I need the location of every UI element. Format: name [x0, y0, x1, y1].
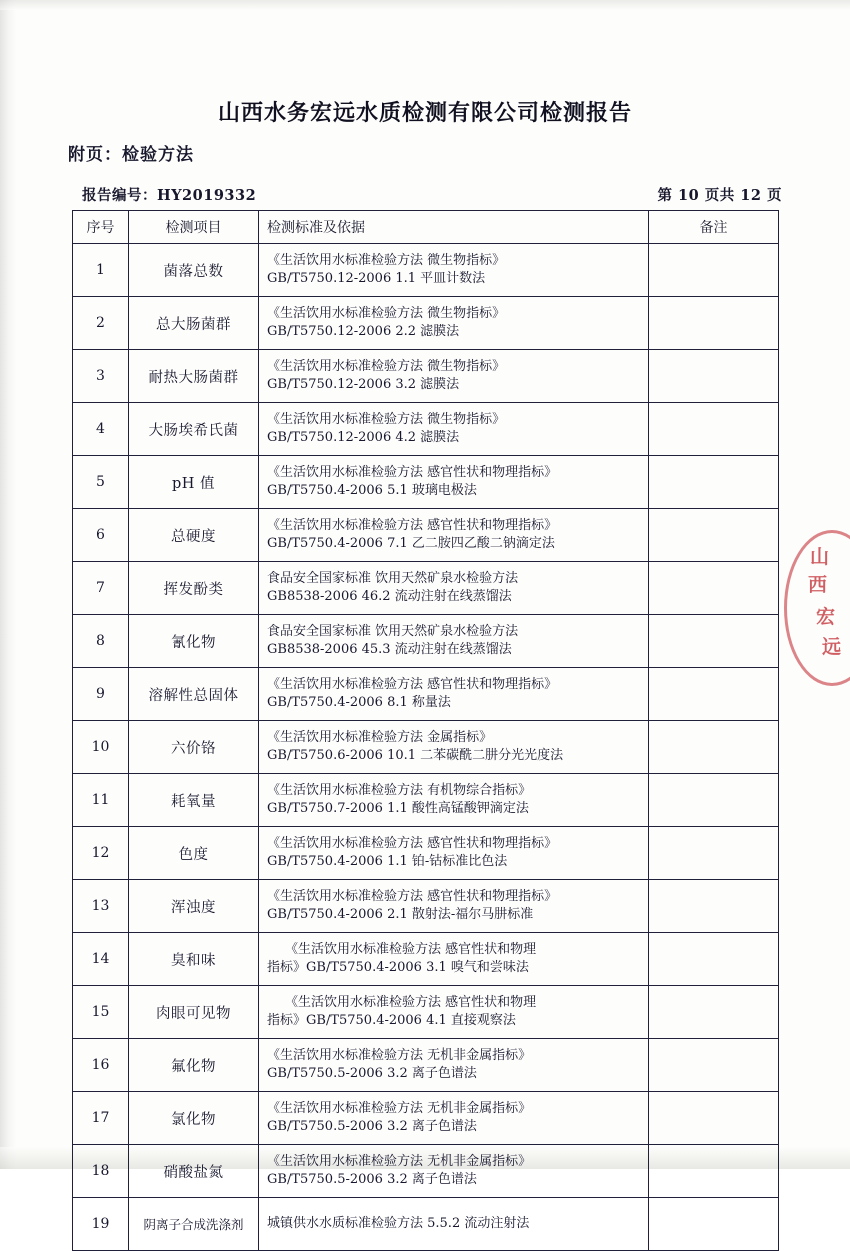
- standard-line-1: 《生活饮用水标准检验方法 感官性状和物理指标》: [267, 676, 558, 692]
- table-row: [73, 562, 779, 615]
- standard-line-1: 《生活饮用水标准检验方法 微生物指标》: [267, 411, 506, 427]
- cell-item: 氟化物: [129, 1039, 259, 1092]
- cell-item: 氯化物: [129, 1092, 259, 1145]
- standard-line-1: 《生活饮用水标准检验方法 微生物指标》: [267, 252, 506, 268]
- cell-standard: [259, 350, 649, 403]
- standard-line-2: GB/T5750.7-2006 1.1 酸性高锰酸钾滴定法: [267, 801, 529, 816]
- standard-line-1: 《生活饮用水标准检验方法 感官性状和物理指标》: [267, 835, 558, 851]
- table-row: [73, 244, 779, 297]
- standard-line-2: GB/T5750.4-2006 8.1 称量法: [267, 695, 451, 710]
- cell-standard: [259, 827, 649, 880]
- standard-line-2: GB/T5750.12-2006 1.1 平皿计数法: [267, 271, 486, 286]
- cell-remark: [649, 297, 779, 350]
- cell-standard: [259, 403, 649, 456]
- standard-line-1: 《生活饮用水标准检验方法 无机非金属指标》: [267, 1100, 532, 1116]
- standard-line-1: 《生活饮用水标准检验方法 微生物指标》: [267, 358, 506, 374]
- cell-item: 总大肠菌群: [129, 297, 259, 350]
- standard-line-2: GB/T5750.4-2006 1.1 铂-钴标准比色法: [267, 854, 508, 869]
- cell-no: 14: [73, 933, 129, 986]
- cell-item: 肉眼可见物: [129, 986, 259, 1039]
- cell-remark: [649, 403, 779, 456]
- cell-standard: [259, 986, 649, 1039]
- cell-standard: [259, 244, 649, 297]
- standard-line-2: GB/T5750.12-2006 4.2 滤膜法: [267, 430, 460, 445]
- standard-line-1: 食品安全国家标准 饮用天然矿泉水检验方法: [267, 570, 519, 586]
- standard-line-1: 《生活饮用水标准检验方法 有机物综合指标》: [267, 782, 532, 798]
- table-row: [73, 350, 779, 403]
- cell-remark: [649, 774, 779, 827]
- cell-item: 浑浊度: [129, 880, 259, 933]
- header-remark: 备注: [649, 211, 779, 244]
- table-row: [73, 403, 779, 456]
- cell-no: 19: [73, 1198, 129, 1251]
- standard-line-2: GB/T5750.4-2006 7.1 乙二胺四乙酸二钠滴定法: [267, 536, 555, 551]
- table-row: [73, 1145, 779, 1198]
- header-standard: 检测标准及依据: [259, 211, 649, 244]
- cell-item: 菌落总数: [129, 244, 259, 297]
- cell-remark: [649, 827, 779, 880]
- cell-remark: [649, 880, 779, 933]
- standard-line-1: 《生活饮用水标准检验方法 微生物指标》: [267, 305, 506, 321]
- cell-standard: [259, 509, 649, 562]
- standard-line-2: GB/T5750.12-2006 2.2 滤膜法: [267, 324, 460, 339]
- cell-item: 色度: [129, 827, 259, 880]
- cell-no: 9: [73, 668, 129, 721]
- table-row: [73, 297, 779, 350]
- standard-line-2: GB/T5750.12-2006 3.2 滤膜法: [267, 377, 460, 392]
- seal-char-1: 山: [810, 546, 830, 568]
- inspection-methods-table: [72, 210, 779, 1251]
- page-subtitle: 附页：检验方法: [68, 145, 194, 165]
- table-row: [73, 1039, 779, 1092]
- cell-remark: [649, 1092, 779, 1145]
- table-row: [73, 1092, 779, 1145]
- cell-item: 挥发酚类: [129, 562, 259, 615]
- seal-arc: [784, 530, 850, 686]
- cell-no: 4: [73, 403, 129, 456]
- standard-line-1: 《生活饮用水标准检验方法 感官性状和物理: [285, 941, 537, 957]
- table-row: [73, 933, 779, 986]
- cell-item: pH 值: [129, 456, 259, 509]
- cell-no: 6: [73, 509, 129, 562]
- standard-line-2: 指标》GB/T5750.4-2006 4.1 直接观察法: [267, 1013, 516, 1028]
- table-row: [73, 986, 779, 1039]
- cell-remark: [649, 350, 779, 403]
- cell-item: 溶解性总固体: [129, 668, 259, 721]
- cell-no: 2: [73, 297, 129, 350]
- cell-remark: [649, 1039, 779, 1092]
- standard-line-2: GB/T5750.4-2006 5.1 玻璃电极法: [267, 483, 477, 498]
- cell-remark: [649, 244, 779, 297]
- cell-standard: [259, 933, 649, 986]
- header-no: 序号: [73, 211, 129, 244]
- standard-line-1: 《生活饮用水标准检验方法 感官性状和物理指标》: [267, 517, 558, 533]
- cell-standard: [259, 880, 649, 933]
- cell-remark: [649, 933, 779, 986]
- cell-item: 耗氧量: [129, 774, 259, 827]
- page-number: 第 10 页共 12 页: [657, 187, 782, 204]
- cell-remark: [649, 562, 779, 615]
- cell-item: 大肠埃希氏菌: [129, 403, 259, 456]
- cell-remark: [649, 509, 779, 562]
- standard-line-1: 城镇供水水质标准检验方法 5.5.2 流动注射法: [267, 1216, 530, 1232]
- header-item: 检测项目: [129, 211, 259, 244]
- table-row: [73, 456, 779, 509]
- table-row: [73, 827, 779, 880]
- cell-standard: [259, 456, 649, 509]
- cell-standard: [259, 297, 649, 350]
- seal-char-4: 远: [822, 636, 842, 658]
- cell-no: 15: [73, 986, 129, 1039]
- table-row: [73, 880, 779, 933]
- standard-line-2: 指标》GB/T5750.4-2006 3.1 嗅气和尝味法: [267, 960, 529, 975]
- cell-remark: [649, 986, 779, 1039]
- scan-edge-left: [0, 0, 16, 1169]
- cell-no: 11: [73, 774, 129, 827]
- standard-line-1: 《生活饮用水标准检验方法 无机非金属指标》: [267, 1153, 532, 1169]
- standard-line-1: 食品安全国家标准 饮用天然矿泉水检验方法: [267, 623, 519, 639]
- cell-no: 13: [73, 880, 129, 933]
- cell-standard: [259, 668, 649, 721]
- cell-standard: [259, 1198, 649, 1251]
- cell-no: 16: [73, 1039, 129, 1092]
- standard-line-2: GB/T5750.6-2006 10.1 二苯碳酰二肼分光光度法: [267, 748, 564, 763]
- standard-line-2: GB8538-2006 45.3 流动注射在线蒸馏法: [267, 642, 512, 657]
- cell-no: 18: [73, 1145, 129, 1198]
- cell-item: 阴离子合成洗涤剂: [129, 1198, 259, 1251]
- table-body: [73, 244, 779, 1251]
- cell-remark: [649, 668, 779, 721]
- seal-char-3: 宏: [816, 606, 836, 628]
- cell-remark: [649, 615, 779, 668]
- cell-item: 臭和味: [129, 933, 259, 986]
- cell-remark: [649, 1145, 779, 1198]
- standard-line-1: 《生活饮用水标准检验方法 无机非金属指标》: [267, 1047, 532, 1063]
- cell-no: 1: [73, 244, 129, 297]
- standard-line-2: GB/T5750.5-2006 3.2 离子色谱法: [267, 1119, 477, 1134]
- standard-line-2: GB/T5750.4-2006 2.1 散射法-福尔马肼标准: [267, 907, 534, 922]
- cell-no: 5: [73, 456, 129, 509]
- cell-item: 总硬度: [129, 509, 259, 562]
- table-row: [73, 774, 779, 827]
- cell-no: 7: [73, 562, 129, 615]
- cell-item: 耐热大肠菌群: [129, 350, 259, 403]
- cell-item: 硝酸盐氮: [129, 1145, 259, 1198]
- cell-standard: [259, 1039, 649, 1092]
- cell-remark: [649, 1198, 779, 1251]
- report-number: 报告编号：HY2019332: [82, 187, 257, 204]
- cell-item: 六价铬: [129, 721, 259, 774]
- cell-item: 氰化物: [129, 615, 259, 668]
- table-header-row: [73, 211, 779, 244]
- cell-no: 10: [73, 721, 129, 774]
- cell-no: 3: [73, 350, 129, 403]
- table-row: [73, 1198, 779, 1251]
- report-meta: [82, 184, 782, 205]
- cell-standard: [259, 562, 649, 615]
- table-row: [73, 668, 779, 721]
- table-row: [73, 615, 779, 668]
- cell-standard: [259, 721, 649, 774]
- cell-remark: [649, 721, 779, 774]
- scan-edge-top: [0, 0, 850, 10]
- table-row: [73, 721, 779, 774]
- cell-remark: [649, 456, 779, 509]
- standard-line-2: GB8538-2006 46.2 流动注射在线蒸馏法: [267, 589, 512, 604]
- cell-standard: [259, 615, 649, 668]
- standard-line-1: 《生活饮用水标准检验方法 感官性状和物理指标》: [267, 888, 558, 904]
- cell-no: 12: [73, 827, 129, 880]
- cell-standard: [259, 1092, 649, 1145]
- standard-line-1: 《生活饮用水标准检验方法 感官性状和物理: [285, 994, 537, 1010]
- standard-line-1: 《生活饮用水标准检验方法 感官性状和物理指标》: [267, 464, 558, 480]
- page-title: 山西水务宏远水质检测有限公司检测报告: [217, 100, 632, 126]
- standard-line-2: GB/T5750.5-2006 3.2 离子色谱法: [267, 1172, 477, 1187]
- standard-line-2: GB/T5750.5-2006 3.2 离子色谱法: [267, 1066, 477, 1081]
- cell-no: 17: [73, 1092, 129, 1145]
- cell-standard: [259, 774, 649, 827]
- cell-standard: [259, 1145, 649, 1198]
- standard-line-1: 《生活饮用水标准检验方法 金属指标》: [267, 729, 493, 745]
- seal-char-2: 西: [808, 574, 828, 596]
- cell-no: 8: [73, 615, 129, 668]
- table-row: [73, 509, 779, 562]
